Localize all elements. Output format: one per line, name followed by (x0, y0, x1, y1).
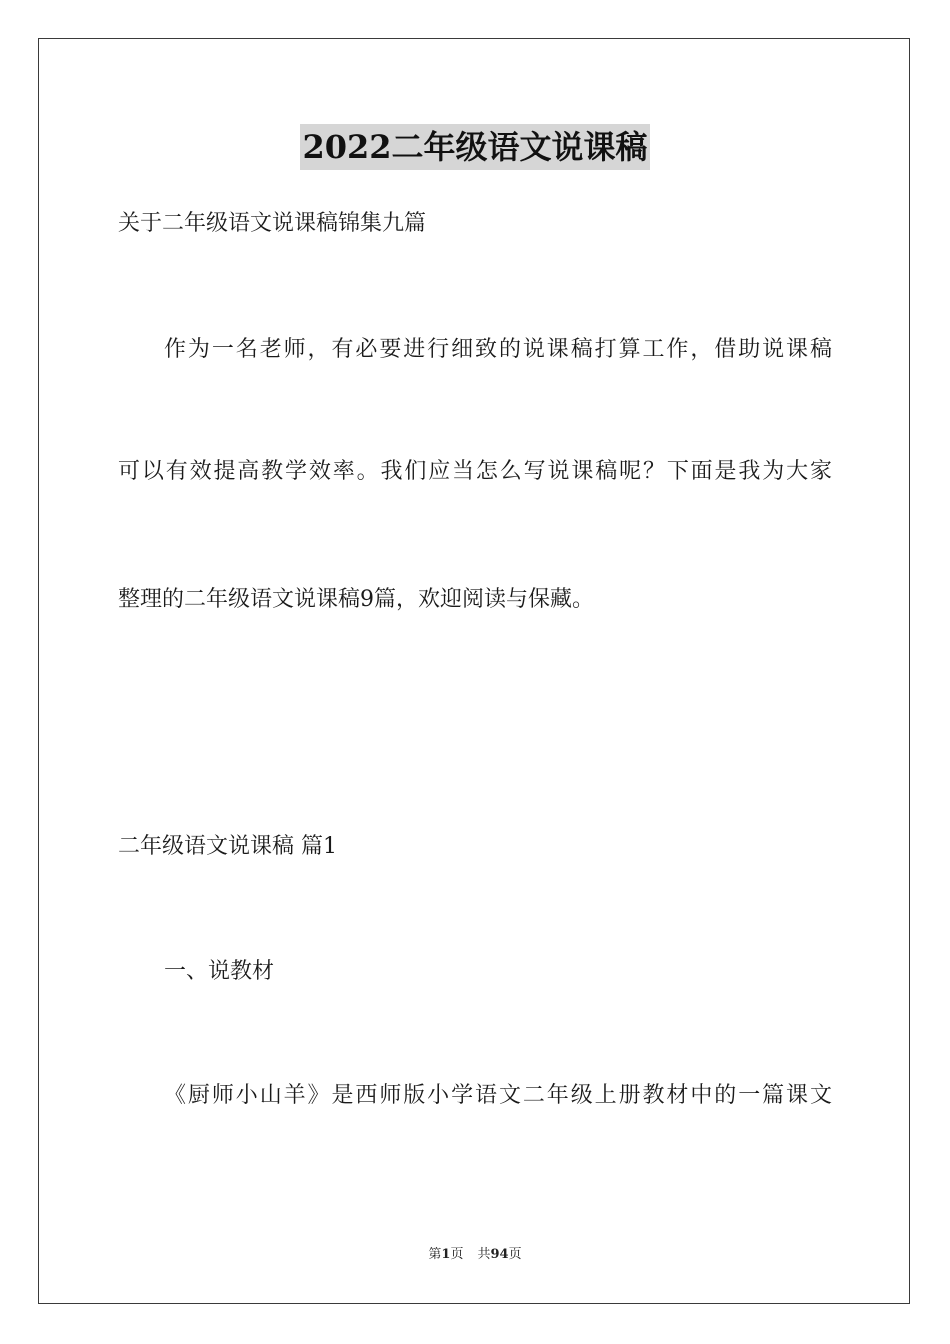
footer-total-pages: 94 (490, 1247, 509, 1262)
intro-line-3: 整理的二年级语文说课稿9篇，欢迎阅读与保藏。 (118, 587, 594, 612)
page-footer (0, 1246, 950, 1264)
intro-line-2: 可以有效提高教学效率。我们应当怎么写说课稿呢？下面是我为大家 (118, 459, 832, 484)
subsection-heading: 一、说教材 (164, 959, 275, 984)
body-line: 《厨师小山羊》是西师版小学语文二年级上册教材中的一篇课文 (164, 1083, 832, 1108)
footer-page-number: 1 (441, 1247, 451, 1262)
footer-page-prefix: 第 (428, 1247, 442, 1262)
footer-total-suffix: 页 (508, 1247, 522, 1262)
document-subtitle: 关于二年级语文说课稿锦集九篇 (118, 211, 427, 236)
document-title: 2022二年级语文说课稿 (300, 124, 649, 170)
section-heading: 二年级语文说课稿 篇1 (118, 834, 337, 859)
footer-page-suffix: 页 (450, 1247, 464, 1262)
title-container (0, 124, 950, 170)
intro-line-1: 作为一名老师，有必要进行细致的说课稿打算工作，借助说课稿 (164, 337, 832, 362)
footer-total-prefix: 共 (477, 1247, 491, 1262)
